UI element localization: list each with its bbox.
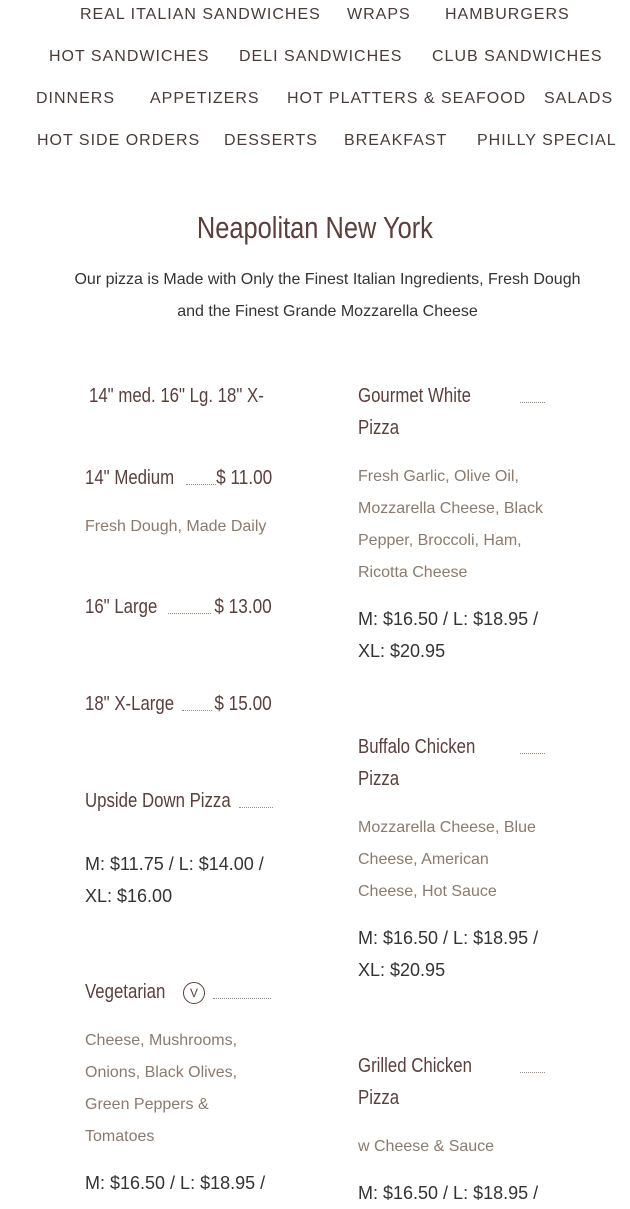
nav-hot-side-orders[interactable]: HOT SIDE ORDERS <box>37 132 201 149</box>
item-desc-gourmet-white-pizza <box>358 461 543 589</box>
item-desc-vegetarian <box>85 1025 237 1153</box>
item-name-buffalo-chicken-pizza: Buffalo Chicken Pizza <box>358 736 476 790</box>
vegetarian-badge-icon: V <box>183 982 205 1004</box>
intro-line: Our pizza is Made with Only the Finest Italian Ingredients, Fresh Dough <box>74 271 581 288</box>
price-line: XL: $20.95 <box>358 960 446 980</box>
desc-line: Fresh Garlic, Olive Oil, <box>358 468 519 485</box>
item-price-xlarge: $ 15.00 <box>214 693 272 715</box>
price-line: M: $11.75 / L: $14.00 / <box>85 854 264 874</box>
item-desc-buffalo-chicken-pizza <box>358 812 536 908</box>
dot-leader <box>213 998 271 999</box>
item-name-large: 16" Large <box>85 596 158 618</box>
section-title: Neapolitan New York <box>196 210 433 245</box>
item-name-grilled-chicken-pizza: Grilled Chicken Pizza <box>358 1055 472 1109</box>
nav-philly-special[interactable]: PHILLY SPECIAL <box>477 132 617 149</box>
nav-dinners[interactable]: DINNERS <box>36 90 116 107</box>
item-desc-grilled-chicken-pizza: w Cheese & Sauce <box>358 1138 495 1155</box>
nav-desserts[interactable]: DESSERTS <box>224 132 318 149</box>
nav-hot-sandwiches[interactable]: HOT SANDWICHES <box>49 48 210 65</box>
price-line: M: $16.50 / L: $18.95 / <box>358 609 539 629</box>
desc-line: Onions, Black Olives, <box>85 1064 238 1081</box>
dot-leader <box>520 402 545 403</box>
item-price-gourmet-white-pizza <box>358 603 538 667</box>
desc-line: Mozzarella Cheese, Black <box>358 500 543 517</box>
nav-deli-sandwiches[interactable]: DELI SANDWICHES <box>239 48 403 65</box>
nav-hot-platters-seafood[interactable]: HOT PLATTERS & SEAFOOD <box>287 90 527 107</box>
intro-line: and the Finest Grande Mozzarella Cheese <box>177 303 478 320</box>
section-intro <box>55 264 600 328</box>
item-name-xlarge: 18" X-Large <box>85 693 175 715</box>
nav-row <box>0 43 630 71</box>
item-price-upside-down-pizza <box>85 848 264 912</box>
nav-wraps[interactable]: WRAPS <box>347 6 411 23</box>
desc-line: Mozzarella Cheese, Blue <box>358 819 536 836</box>
desc-line: Cheese, Mushrooms, <box>85 1032 238 1049</box>
item-price-vegetarian: M: $16.50 / L: $18.95 / <box>85 1173 266 1193</box>
nav-hamburgers[interactable]: HAMBURGERS <box>445 6 570 23</box>
item-price-medium: $ 11.00 <box>215 467 272 489</box>
desc-line: Pepper, Broccoli, Ham, <box>358 532 522 549</box>
item-name-gourmet-white-pizza: Gourmet White Pizza <box>358 385 471 439</box>
desc-line: Green Peppers & <box>85 1096 209 1113</box>
desc-line: Cheese, American <box>358 851 489 868</box>
dot-leader <box>520 1072 545 1073</box>
nav-row <box>0 127 630 155</box>
price-line: XL: $20.95 <box>358 641 446 661</box>
desc-line: Cheese, Hot Sauce <box>358 883 497 900</box>
nav-appetizers[interactable]: APPETIZERS <box>150 90 260 107</box>
sizes-header: 14" med. 16" Lg. 18" X- <box>89 385 264 407</box>
dot-leader <box>520 753 545 754</box>
item-name-upside-down-pizza: Upside Down Pizza <box>85 790 231 812</box>
nav-club-sandwiches[interactable]: CLUB SANDWICHES <box>432 48 603 65</box>
item-price-grilled-chicken-pizza: M: $16.50 / L: $18.95 / <box>358 1183 539 1203</box>
item-price-buffalo-chicken-pizza <box>358 922 538 986</box>
nav-real-italian-sandwiches[interactable]: REAL ITALIAN SANDWICHES <box>80 6 321 23</box>
price-line: M: $16.50 / L: $18.95 / <box>358 928 539 948</box>
desc-line: Ricotta Cheese <box>358 564 468 581</box>
item-desc-medium: Fresh Dough, Made Daily <box>85 518 267 535</box>
item-name-vegetarian: Vegetarian <box>85 981 166 1003</box>
desc-line: Tomatoes <box>85 1128 155 1145</box>
nav-breakfast[interactable]: BREAKFAST <box>344 132 448 149</box>
nav-row <box>0 1 630 29</box>
dot-leader <box>239 807 273 808</box>
nav-salads[interactable]: SALADS <box>544 90 614 107</box>
nav-row <box>0 85 630 113</box>
item-name-medium: 14" Medium <box>85 467 175 489</box>
price-line: XL: $16.00 <box>85 886 173 906</box>
item-price-large: $ 13.00 <box>214 596 272 618</box>
